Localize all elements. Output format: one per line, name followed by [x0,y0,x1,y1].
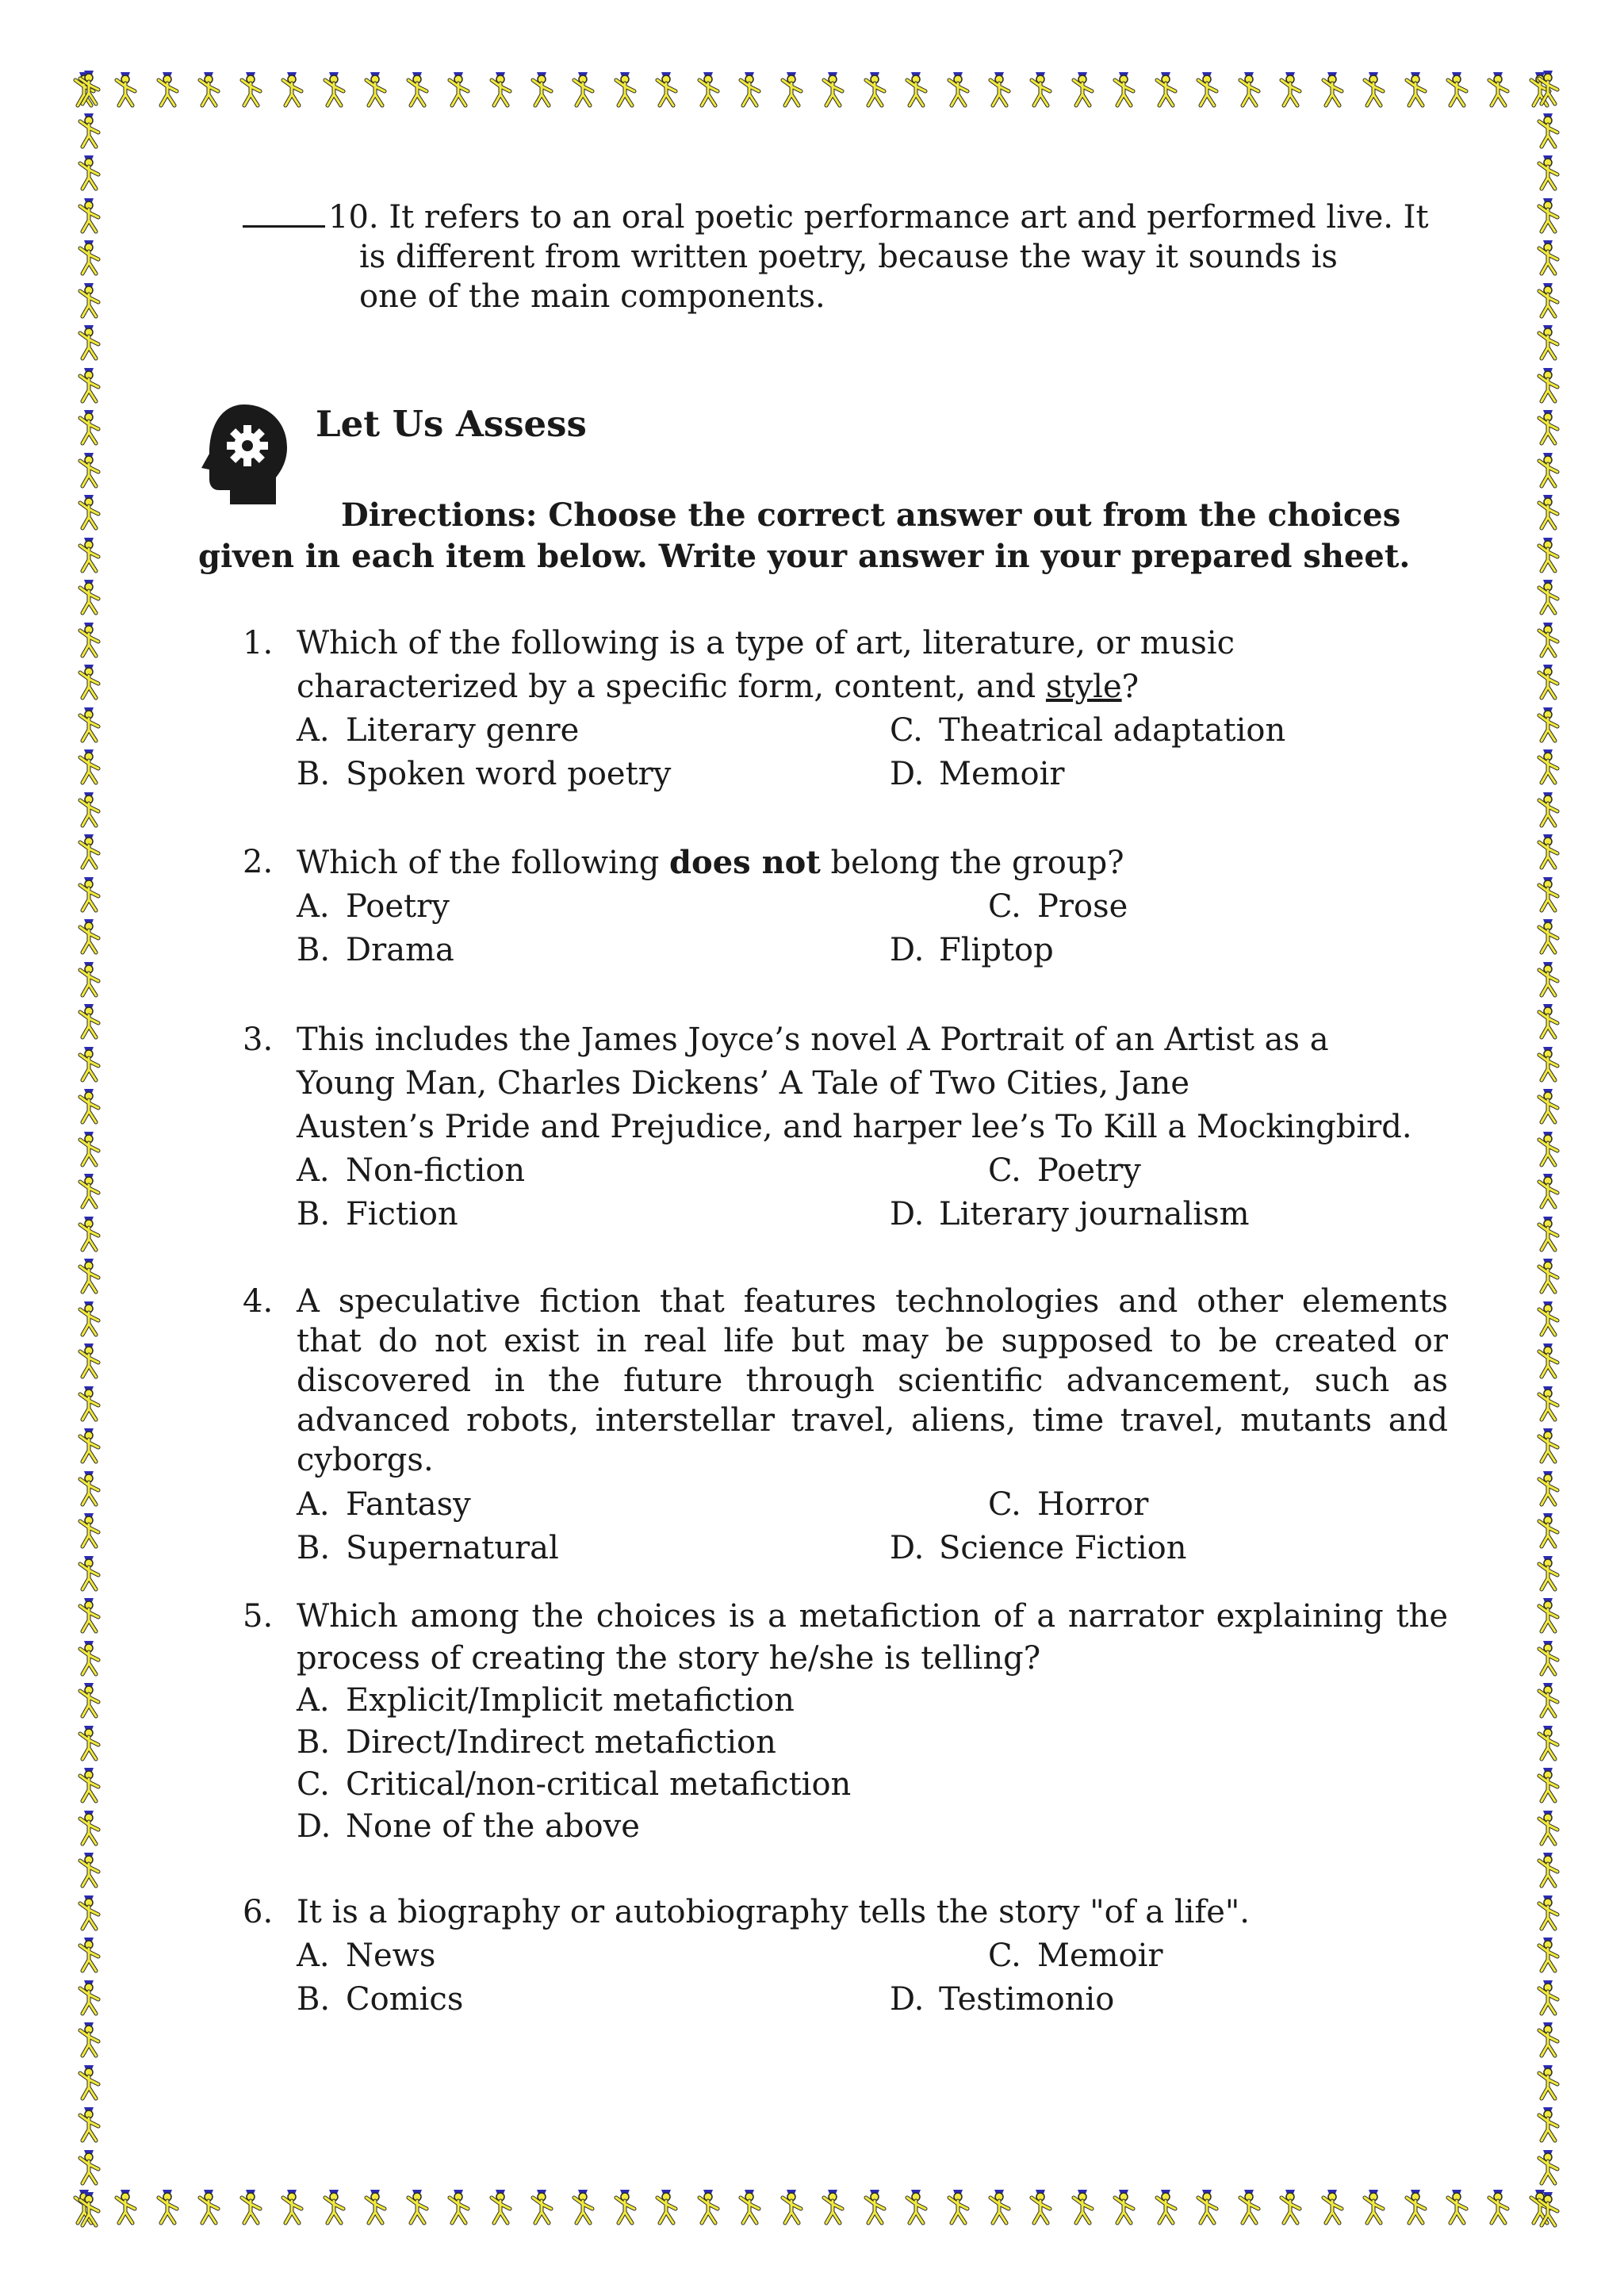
stick-figure-icon [73,1426,105,1464]
stick-figure-icon [1532,1596,1564,1634]
stick-figure-icon [942,2187,974,2225]
stick-figure-icon [1482,70,1514,108]
stick-figure-icon [1025,70,1056,108]
stick-figure-icon [73,1384,105,1422]
stick-figure-icon [1067,70,1098,108]
choice-c: C. Prose [988,888,1128,925]
stick-figure-icon [1025,2187,1056,2225]
stick-figure-icon [1532,662,1564,700]
stick-figure-icon [73,620,105,658]
stick-figure-icon [650,70,682,108]
stick-figure-icon [73,2063,105,2101]
stick-figure-icon [401,2187,433,2225]
stick-figure-icon [73,1214,105,1252]
stick-figure-icon [73,2105,105,2143]
stick-figure-icon [1441,2187,1473,2225]
stick-figure-icon [1233,70,1265,108]
stick-figure-icon [1532,705,1564,743]
stick-figure-icon [73,832,105,870]
stick-figure-icon [485,2187,516,2225]
stick-figure-icon [1191,70,1223,108]
stick-figure-icon [650,2187,682,2225]
stick-figure-icon [73,111,105,149]
answer-blank [243,197,325,228]
stick-figure-icon [1532,535,1564,573]
question-stem: Which of the following is a type of art, literature, or music characterized by a specific form, content, and style? [297,625,1235,705]
stick-figure-icon [73,323,105,361]
stick-figure-icon [73,1341,105,1379]
stick-figure-icon [276,70,308,108]
stick-figure-icon [73,68,105,106]
stick-figure-icon [73,281,105,319]
stick-figure-icon [1482,2187,1514,2225]
stick-figure-icon [73,2148,105,2186]
stick-figure-icon [526,70,557,108]
stick-figure-icon [73,577,105,615]
stick-figure-icon [73,1554,105,1592]
stick-figure-icon [567,2187,599,2225]
stick-figure-icon [817,70,848,108]
stick-figure-icon [1532,1893,1564,1931]
stick-figure-icon [1532,450,1564,489]
stick-figure-icon [73,1893,105,1931]
question-3 [243,1018,1448,1236]
stick-figure-icon [73,1129,105,1167]
question-5 [243,1596,1448,1848]
stick-figure-icon [235,70,266,108]
stick-figure-icon [73,875,105,913]
stick-figure-icon [983,70,1015,108]
stick-figure-icon [1532,366,1564,404]
stick-figure-icon [73,705,105,743]
stick-figure-icon [1532,1639,1564,1677]
directions-line2: given in each item below. Write your answer in your prepared sheet. [198,538,1411,575]
choice-b: B. Drama [297,932,454,968]
stick-figure-icon [109,2187,141,2225]
stick-figure-icon [1532,1554,1564,1592]
stick-figure-icon [73,153,105,191]
stick-figure-icon [1358,70,1389,108]
choice-a: A. Literary genre [297,712,580,749]
choice-d: D. None of the above [297,1808,640,1845]
choice-b: B. Comics [297,1981,464,2018]
stick-figure-icon [1532,620,1564,658]
stick-figure-icon [1150,70,1182,108]
stick-figure-icon [151,2187,183,2225]
stick-figure-icon [942,70,974,108]
stick-figure-icon [776,70,807,108]
stick-figure-icon [1108,70,1139,108]
stick-figure-icon [1532,323,1564,361]
stick-figure-icon [485,70,516,108]
stick-figure-icon [73,1935,105,1973]
stick-figure-icon [73,493,105,531]
stick-figure-icon [1532,1256,1564,1294]
stick-figure-icon [73,366,105,404]
stick-figure-icon [73,535,105,573]
choice-a: A. Explicit/Implicit metafiction [297,1682,795,1719]
stick-figure-icon [1191,2187,1223,2225]
stick-figure-icon [1150,2187,1182,2225]
stick-figure-icon [1400,2187,1431,2225]
stick-figure-icon [1532,1978,1564,2016]
stick-figure-icon [1532,1214,1564,1252]
border-left [63,68,114,2228]
directions-line1: Directions: Choose the correct answer out from the choices [341,496,1401,534]
stick-figure-icon [73,960,105,998]
stick-figure-icon [1532,1299,1564,1337]
question-number: 4. [243,1283,274,1320]
item-10-line1: 10. It refers to an oral poetic performance art and performed live. It [328,199,1429,236]
stick-figure-icon [235,2187,266,2225]
question-2 [243,841,1448,972]
stick-figure-icon [1532,2063,1564,2101]
stick-figure-icon [1532,2105,1564,2143]
stick-figure-icon [1532,1384,1564,1422]
stick-figure-icon [73,1808,105,1846]
stick-figure-icon [73,662,105,700]
stick-figure-icon [1532,1341,1564,1379]
choice-b: B. Spoken word poetry [297,756,672,792]
stick-figure-icon [692,2187,724,2225]
stick-figure-icon [73,1765,105,1803]
choice-b: B. Supernatural [297,1530,559,1566]
stick-figure-icon [1532,1426,1564,1464]
stick-figure-icon [73,1256,105,1294]
stick-figure-icon [1532,281,1564,319]
stick-figure-icon [73,1002,105,1040]
stick-figure-icon [900,2187,932,2225]
stick-figure-icon [609,70,641,108]
border-top [68,63,1556,114]
question-number: 6. [243,1894,274,1930]
stick-figure-icon [1532,1511,1564,1549]
question-stem: Which among the choices is a metafiction of a narrator explaining the process of creating the story he/she is telling? [297,1598,1448,1677]
border-right [1522,68,1573,2228]
choice-b: B. Fiction [297,1196,458,1232]
stick-figure-icon [1274,2187,1306,2225]
stick-figure-icon [73,1087,105,1125]
stick-figure-icon [1316,2187,1348,2225]
stick-figure-icon [526,2187,557,2225]
choice-a: A. Non-fiction [297,1152,526,1189]
stick-figure-icon [73,1469,105,1507]
stick-figure-icon [776,2187,807,2225]
stick-figure-icon [733,2187,765,2225]
stick-figure-icon [73,1850,105,1888]
item-10 [243,197,1480,316]
stick-figure-icon [73,196,105,234]
stick-figure-icon [1532,2020,1564,2058]
choice-a: A. Poetry [297,888,450,925]
stick-figure-icon [1532,790,1564,828]
stick-figure-icon [73,1978,105,2016]
stick-figure-icon [73,408,105,446]
question-number: 5. [243,1598,274,1635]
stick-figure-icon [1532,68,1564,106]
stick-figure-icon [151,70,183,108]
stick-figure-icon [1067,2187,1098,2225]
stick-figure-icon [73,450,105,489]
stick-figure-icon [1108,2187,1139,2225]
stick-figure-icon [733,70,765,108]
stick-figure-icon [73,2190,105,2228]
stick-figure-icon [1532,875,1564,913]
stick-figure-icon [1532,577,1564,615]
stick-figure-icon [1316,70,1348,108]
question-stem: This includes the James Joyce’s novel A Portrait of an Artist as a Young Man, Charles Dickens’ A Tale of Two Cities, Jane Austen’s Pride and Prejudice, and harper lee’s To Kill a Mockingbird. [297,1022,1412,1145]
stick-figure-icon [1532,2148,1564,2186]
choice-d: D. Memoir [890,756,1065,792]
stick-figure-icon [1532,1469,1564,1507]
stick-figure-icon [859,70,891,108]
choice-d: D. Fliptop [890,932,1054,968]
choice-b: B. Direct/Indirect metafiction [297,1724,776,1761]
stick-figure-icon [1400,70,1431,108]
choice-c: C. Theatrical adaptation [890,712,1286,749]
question-1 [243,622,1448,796]
item-10-line2: is different from written poetry, because the way it sounds is [359,239,1338,275]
directions [198,495,1435,577]
stick-figure-icon [109,70,141,108]
stick-figure-icon [73,1171,105,1209]
head-gear-icon [198,401,292,509]
stick-figure-icon [193,2187,224,2225]
question-4 [243,1282,1448,1570]
section-title: Let Us Assess [316,403,587,445]
question-number: 2. [243,844,274,880]
stick-figure-icon [983,2187,1015,2225]
stick-figure-icon [359,70,391,108]
stick-figure-icon [1532,493,1564,531]
choice-a: A. Fantasy [297,1486,471,1523]
choice-c: C. Poetry [988,1152,1141,1189]
stick-figure-icon [1358,2187,1389,2225]
choice-c: C. Memoir [988,1938,1163,1974]
stick-figure-icon [73,747,105,785]
stick-figure-icon [73,1596,105,1634]
choice-d: D. Science Fiction [890,1530,1187,1566]
stick-figure-icon [1532,1850,1564,1888]
stick-figure-icon [1532,1171,1564,1209]
stick-figure-icon [1532,111,1564,149]
stick-figure-icon [442,70,474,108]
stick-figure-icon [442,2187,474,2225]
stick-figure-icon [1532,1087,1564,1125]
stick-figure-icon [318,70,350,108]
stick-figure-icon [1532,1681,1564,1719]
stick-figure-icon [359,2187,391,2225]
stick-figure-icon [1532,1002,1564,1040]
stick-figure-icon [1274,70,1306,108]
stick-figure-icon [1532,832,1564,870]
stick-figure-icon [276,2187,308,2225]
stick-figure-icon [1532,408,1564,446]
choice-c: C. Critical/non-critical metafiction [297,1766,852,1803]
stick-figure-icon [1532,960,1564,998]
stick-figure-icon [193,70,224,108]
choice-d: D. Testimonio [890,1981,1115,2018]
stick-figure-icon [609,2187,641,2225]
stick-figure-icon [1233,2187,1265,2225]
stick-figure-icon [692,70,724,108]
stick-figure-icon [1532,196,1564,234]
stick-figure-icon [1532,1045,1564,1083]
stick-figure-icon [1532,238,1564,276]
stick-figure-icon [859,2187,891,2225]
stick-figure-icon [73,1511,105,1549]
stick-figure-icon [73,1723,105,1761]
choice-a: A. News [297,1938,436,1974]
stick-figure-icon [73,1045,105,1083]
stick-figure-icon [567,70,599,108]
stick-figure-icon [401,70,433,108]
stick-figure-icon [1532,2190,1564,2228]
question-number: 1. [243,625,274,661]
question-stem: Which of the following does not belong the group? [297,844,1124,881]
stick-figure-icon [73,1681,105,1719]
stick-figure-icon [1532,917,1564,955]
question-6 [243,1891,1448,2022]
border-bottom [68,2181,1556,2232]
stick-figure-icon [1532,1765,1564,1803]
stick-figure-icon [1532,1723,1564,1761]
question-stem: A speculative fiction that features technologies and other elements that do not exist in real life but may be supposed to be created or discovered in the future through scientific advancement, such as advanced robots, interstellar travel, aliens, time travel, mutants and cyborgs. [297,1283,1448,1478]
question-number: 3. [243,1022,274,1058]
stick-figure-icon [817,2187,848,2225]
stick-figure-icon [1532,1129,1564,1167]
stick-figure-icon [73,2020,105,2058]
choice-c: C. Horror [988,1486,1149,1523]
stick-figure-icon [1441,70,1473,108]
stick-figure-icon [900,70,932,108]
stick-figure-icon [73,1299,105,1337]
stick-figure-icon [73,1639,105,1677]
stick-figure-icon [1532,747,1564,785]
question-stem: It is a biography or autobiography tells the story "of a life". [297,1894,1250,1930]
item-10-line3: one of the main components. [359,278,825,315]
stick-figure-icon [1532,153,1564,191]
stick-figure-icon [1532,1935,1564,1973]
stick-figure-icon [73,238,105,276]
stick-figure-icon [1532,1808,1564,1846]
stick-figure-icon [318,2187,350,2225]
choice-d: D. Literary journalism [890,1196,1250,1232]
stick-figure-icon [73,790,105,828]
stick-figure-icon [73,917,105,955]
